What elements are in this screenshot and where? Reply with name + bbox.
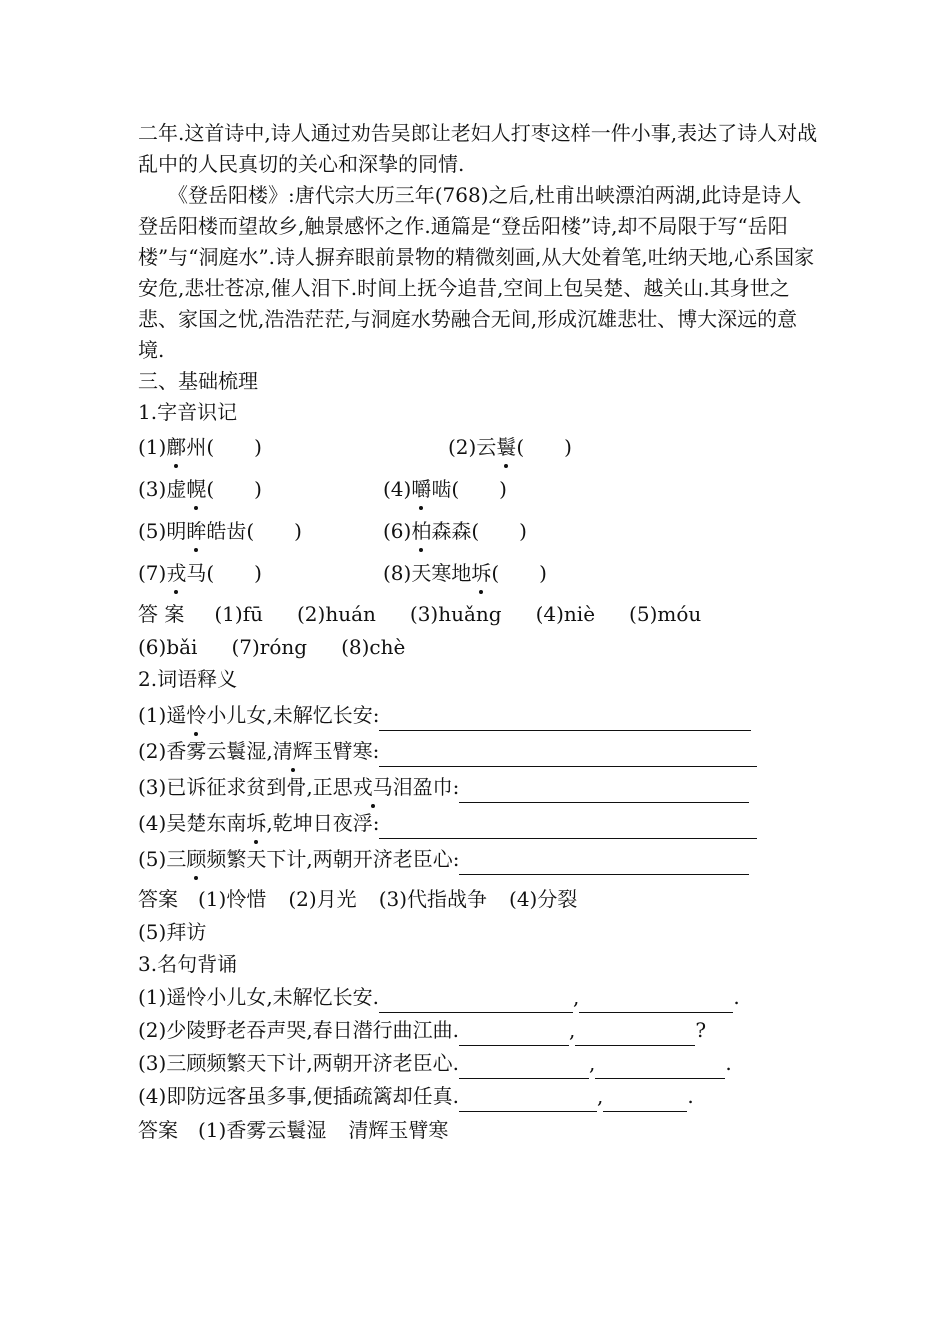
answer-label: 答 案 — [138, 602, 185, 626]
intro-paragraph-1: 二年.这首诗中,诗人通过劝告吴郎让老妇人打枣这样一件小事,表达了诗人对战乱中的人民真切的关心和深挚的同情. — [138, 121, 818, 176]
meaning-answers — [138, 883, 658, 949]
meaning-heading: 2.词语释义 — [138, 667, 238, 691]
answer-blank[interactable] — [459, 1089, 597, 1112]
answer-blank[interactable] — [459, 1056, 589, 1079]
answer-blank[interactable] — [575, 1023, 695, 1046]
answer-item: (4)niè — [535, 602, 596, 626]
answer-blank[interactable] — [603, 1089, 687, 1112]
document-page — [138, 118, 818, 1147]
pronunciation-item: (4)嚼啮( ) — [383, 474, 507, 505]
answer-item: (6)bǎi — [138, 635, 198, 659]
meaning-item: (1)遥怜小儿女,未解忆长安: — [138, 695, 818, 731]
answer-item: (3)代指战争 — [378, 887, 488, 911]
answer-blank[interactable] — [459, 852, 749, 875]
meaning-item: (5)三顾频繁天下计,两朝开济老臣心: — [138, 839, 818, 875]
pronunciation-row — [138, 426, 818, 468]
recite-item: (3)三顾频繁天下计,两朝开济老臣心. , . — [138, 1046, 818, 1079]
answer-item: (4)分裂 — [509, 887, 578, 911]
answer-item: (5)拜访 — [138, 920, 207, 944]
pronunciation-heading: 1.字音识记 — [138, 400, 238, 424]
answer-item: (5)móu — [629, 602, 702, 626]
answer-item: (1)怜惜 — [198, 887, 267, 911]
pronunciation-item: (8)天寒地坼( ) — [383, 558, 547, 589]
pronunciation-row — [138, 468, 818, 510]
answer-item: (1)fū — [214, 602, 263, 626]
answer-item: (2)月光 — [288, 887, 357, 911]
pronunciation-item: (1)鄜州( ) — [138, 432, 448, 463]
answer-item: (2)huán — [296, 602, 376, 626]
pronunciation-row — [138, 552, 818, 594]
recite-item: (4)即防远客虽多事,便插疏篱却任真. , . — [138, 1079, 818, 1112]
meaning-item: (4)吴楚东南坼,乾坤日夜浮: — [138, 803, 818, 839]
answer-blank[interactable] — [459, 780, 749, 803]
pronunciation-item: (5)明眸皓齿( ) — [138, 516, 383, 547]
pronunciation-item: (3)虚幌( ) — [138, 474, 383, 505]
section-heading: 三、基础梳理 — [138, 369, 258, 393]
pronunciation-item: (6)柏森森( ) — [383, 516, 527, 547]
answer-blank[interactable] — [379, 708, 751, 731]
answer-blank[interactable] — [579, 990, 733, 1013]
recite-heading: 3.名句背诵 — [138, 952, 238, 976]
recite-item: (1)遥怜小儿女,未解忆长安. , . — [138, 980, 818, 1013]
answer-label: 答案 — [138, 1118, 178, 1142]
recite-answers — [138, 1114, 818, 1147]
answer-blank[interactable] — [595, 1056, 725, 1079]
answer-item: 清辉玉臂寒 — [348, 1118, 449, 1142]
answer-blank[interactable] — [379, 990, 573, 1013]
answer-label: 答案 — [138, 887, 178, 911]
intro-paragraph-2: 《登岳阳楼》:唐代宗大历三年(768)之后,杜甫出峡漂泊两湖,此诗是诗人登岳阳楼而望故乡,触景感怀之作.通篇是“登岳阳楼”诗,却不局限于写“岳阳楼”与“洞庭水”.诗人摒弃眼前景物的精微刻画,从大处着笔,吐纳天地,心系国家安危,悲壮苍凉,催人泪下.时间上抚今追昔,空间上包吴楚、越关山.其身世之悲、家国之忧,浩浩茫茫,与洞庭水势融合无间,形成沉雄悲壮、博大深远的意境. — [138, 183, 815, 362]
recite-item: (2)少陵野老吞声哭,春日潜行曲江曲. , ? — [138, 1013, 818, 1046]
answer-item: (3)huǎng — [409, 602, 502, 626]
pronunciation-answers — [138, 598, 818, 664]
answer-item: (1)香雾云鬟湿 — [198, 1118, 327, 1142]
answer-blank[interactable] — [459, 1023, 569, 1046]
pronunciation-row — [138, 510, 818, 552]
pronunciation-item: (7)戎马( ) — [138, 558, 383, 589]
answer-blank[interactable] — [379, 816, 757, 839]
answer-item: (7)róng — [231, 635, 308, 659]
answer-blank[interactable] — [379, 744, 757, 767]
meaning-item: (3)已诉征求贫到骨,正思戎马泪盈巾: — [138, 767, 818, 803]
answer-item: (8)chè — [341, 635, 406, 659]
pronunciation-item: (2)云鬟( ) — [448, 432, 572, 463]
meaning-item: (2)香雾云鬟湿,清辉玉臂寒: — [138, 731, 818, 767]
